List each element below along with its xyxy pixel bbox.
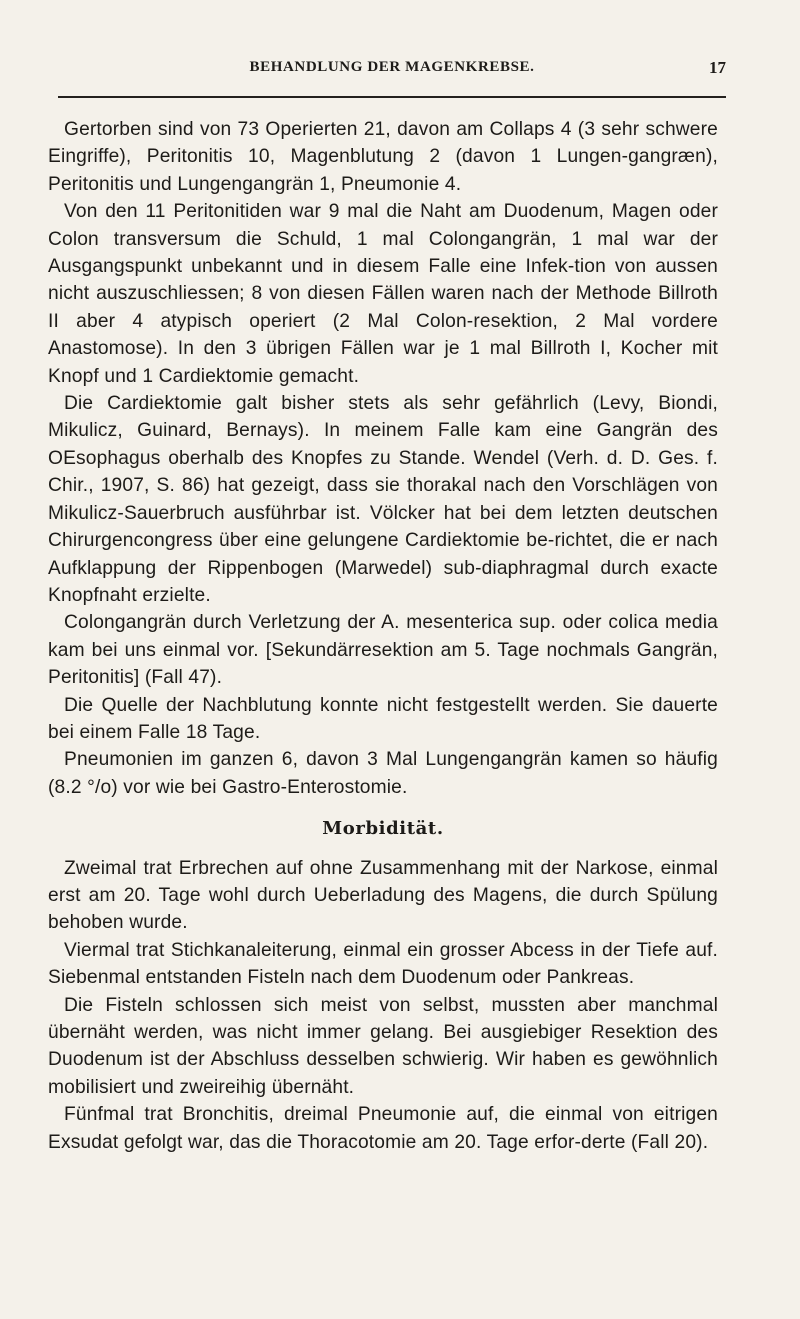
page-number: 17 bbox=[709, 58, 726, 77]
paragraph-colongangraen: Colongangrän durch Verletzung der A. mesenterica sup. oder colica media kam bei uns einmal vor. [Sekundärresektion am 5. Tage nochmals Gangrän, Peritonitis] (Fall 47). bbox=[48, 612, 718, 689]
paragraph-pneumonien: Pneumonien im ganzen 6, davon 3 Mal Lungengangrän kamen so häufig (8.2 °/o) vor wie bei Gastro-Enterostomie. bbox=[48, 749, 718, 798]
header-rule bbox=[58, 96, 726, 98]
page-header bbox=[58, 56, 726, 90]
paragraph-mortality: Gertorben sind von 73 Operierten 21, davon am Collaps 4 (3 sehr schwere Eingriffe), Peritonitis 10, Magenblutung 2 (davon 1 Lungen-gangræn), Peritonitis und Lungengangrän 1, Pneumonie 4. bbox=[48, 119, 718, 195]
paragraph-erbrechen: Zweimal trat Erbrechen auf ohne Zusammenhang mit der Narkose, einmal erst am 20. Tage wohl durch Ueberladung des Magens, die durch Spülung behoben wurde. bbox=[48, 857, 718, 934]
paragraph-peritonitis: Von den 11 Peritonitiden war 9 mal die Naht am Duodenum, Magen oder Colon transversum die Schuld, 1 mal Colongangrän, 1 mal war der Ausgangspunkt unbekannt und in diesem Falle eine Infek-tion von aussen nicht auszuschliessen; 8 von diesen Fällen waren nach der Methode Billroth II aber 4 atypisch operiert (2 Mal Colon-resektion, 2 Mal vordere Anastomose). In den 3 übrigen Fällen war je 1 mal Billroth I, Kocher mit Knopf und 1 Cardiektomie gemacht. bbox=[48, 201, 718, 387]
paragraph-bronchitis: Fünfmal trat Bronchitis, dreimal Pneumonie auf, die einmal von eitrigen Exsudat gefolgt war, das die Thoracotomie am 20. Tage erfor-derte (Fall 20). bbox=[48, 1104, 718, 1153]
running-head: BEHANDLUNG DER MAGENKREBSE. bbox=[249, 59, 535, 75]
body-text bbox=[48, 116, 718, 1156]
paragraph-nachblutung: Die Quelle der Nachblutung konnte nicht festgestellt werden. Sie dauerte bei einem Falle 18 Tage. bbox=[48, 694, 718, 743]
paragraph-cardiektomie: Die Cardiektomie galt bisher stets als sehr gefährlich (Levy, Biondi, Mikulicz, Guinard, Bernays). In meinem Falle kam eine Gangrän des OEsophagus oberhalb des Knopfes zu Stande. Wendel (Verh. d. D. Ges. f. Chir., 1907, S. 86) hat gezeigt, dass sie thorakal nach den Vorschlägen von Mikulicz-Sauerbruch ausführbar ist. Völcker hat bei dem letzten deutschen Chirurgencongress über eine gelungene Cardiektomie be-richtet, die er nach Aufklappung der Rippenbogen (Marwedel) sub-diaphragmal durch exacte Knopfnaht erzielte. bbox=[48, 393, 718, 606]
paragraph-fisteln: Die Fisteln schlossen sich meist von selbst, mussten aber manchmal übernäht werden, was nicht immer gelang. Bei ausgiebiger Resektion des Duodenum ist der Abschluss desselben schwierig. Wir haben es gewöhnlich mobilisiert und zweireihig übernäht. bbox=[48, 994, 718, 1098]
paragraph-stichkanaleiterung: Viermal trat Stichkanaleiterung, einmal ein grosser Abcess in der Tiefe auf. Siebenmal entstanden Fisteln nach dem Duodenum oder Pankreas. bbox=[48, 939, 718, 989]
section-heading: Morbidität. bbox=[322, 818, 444, 840]
